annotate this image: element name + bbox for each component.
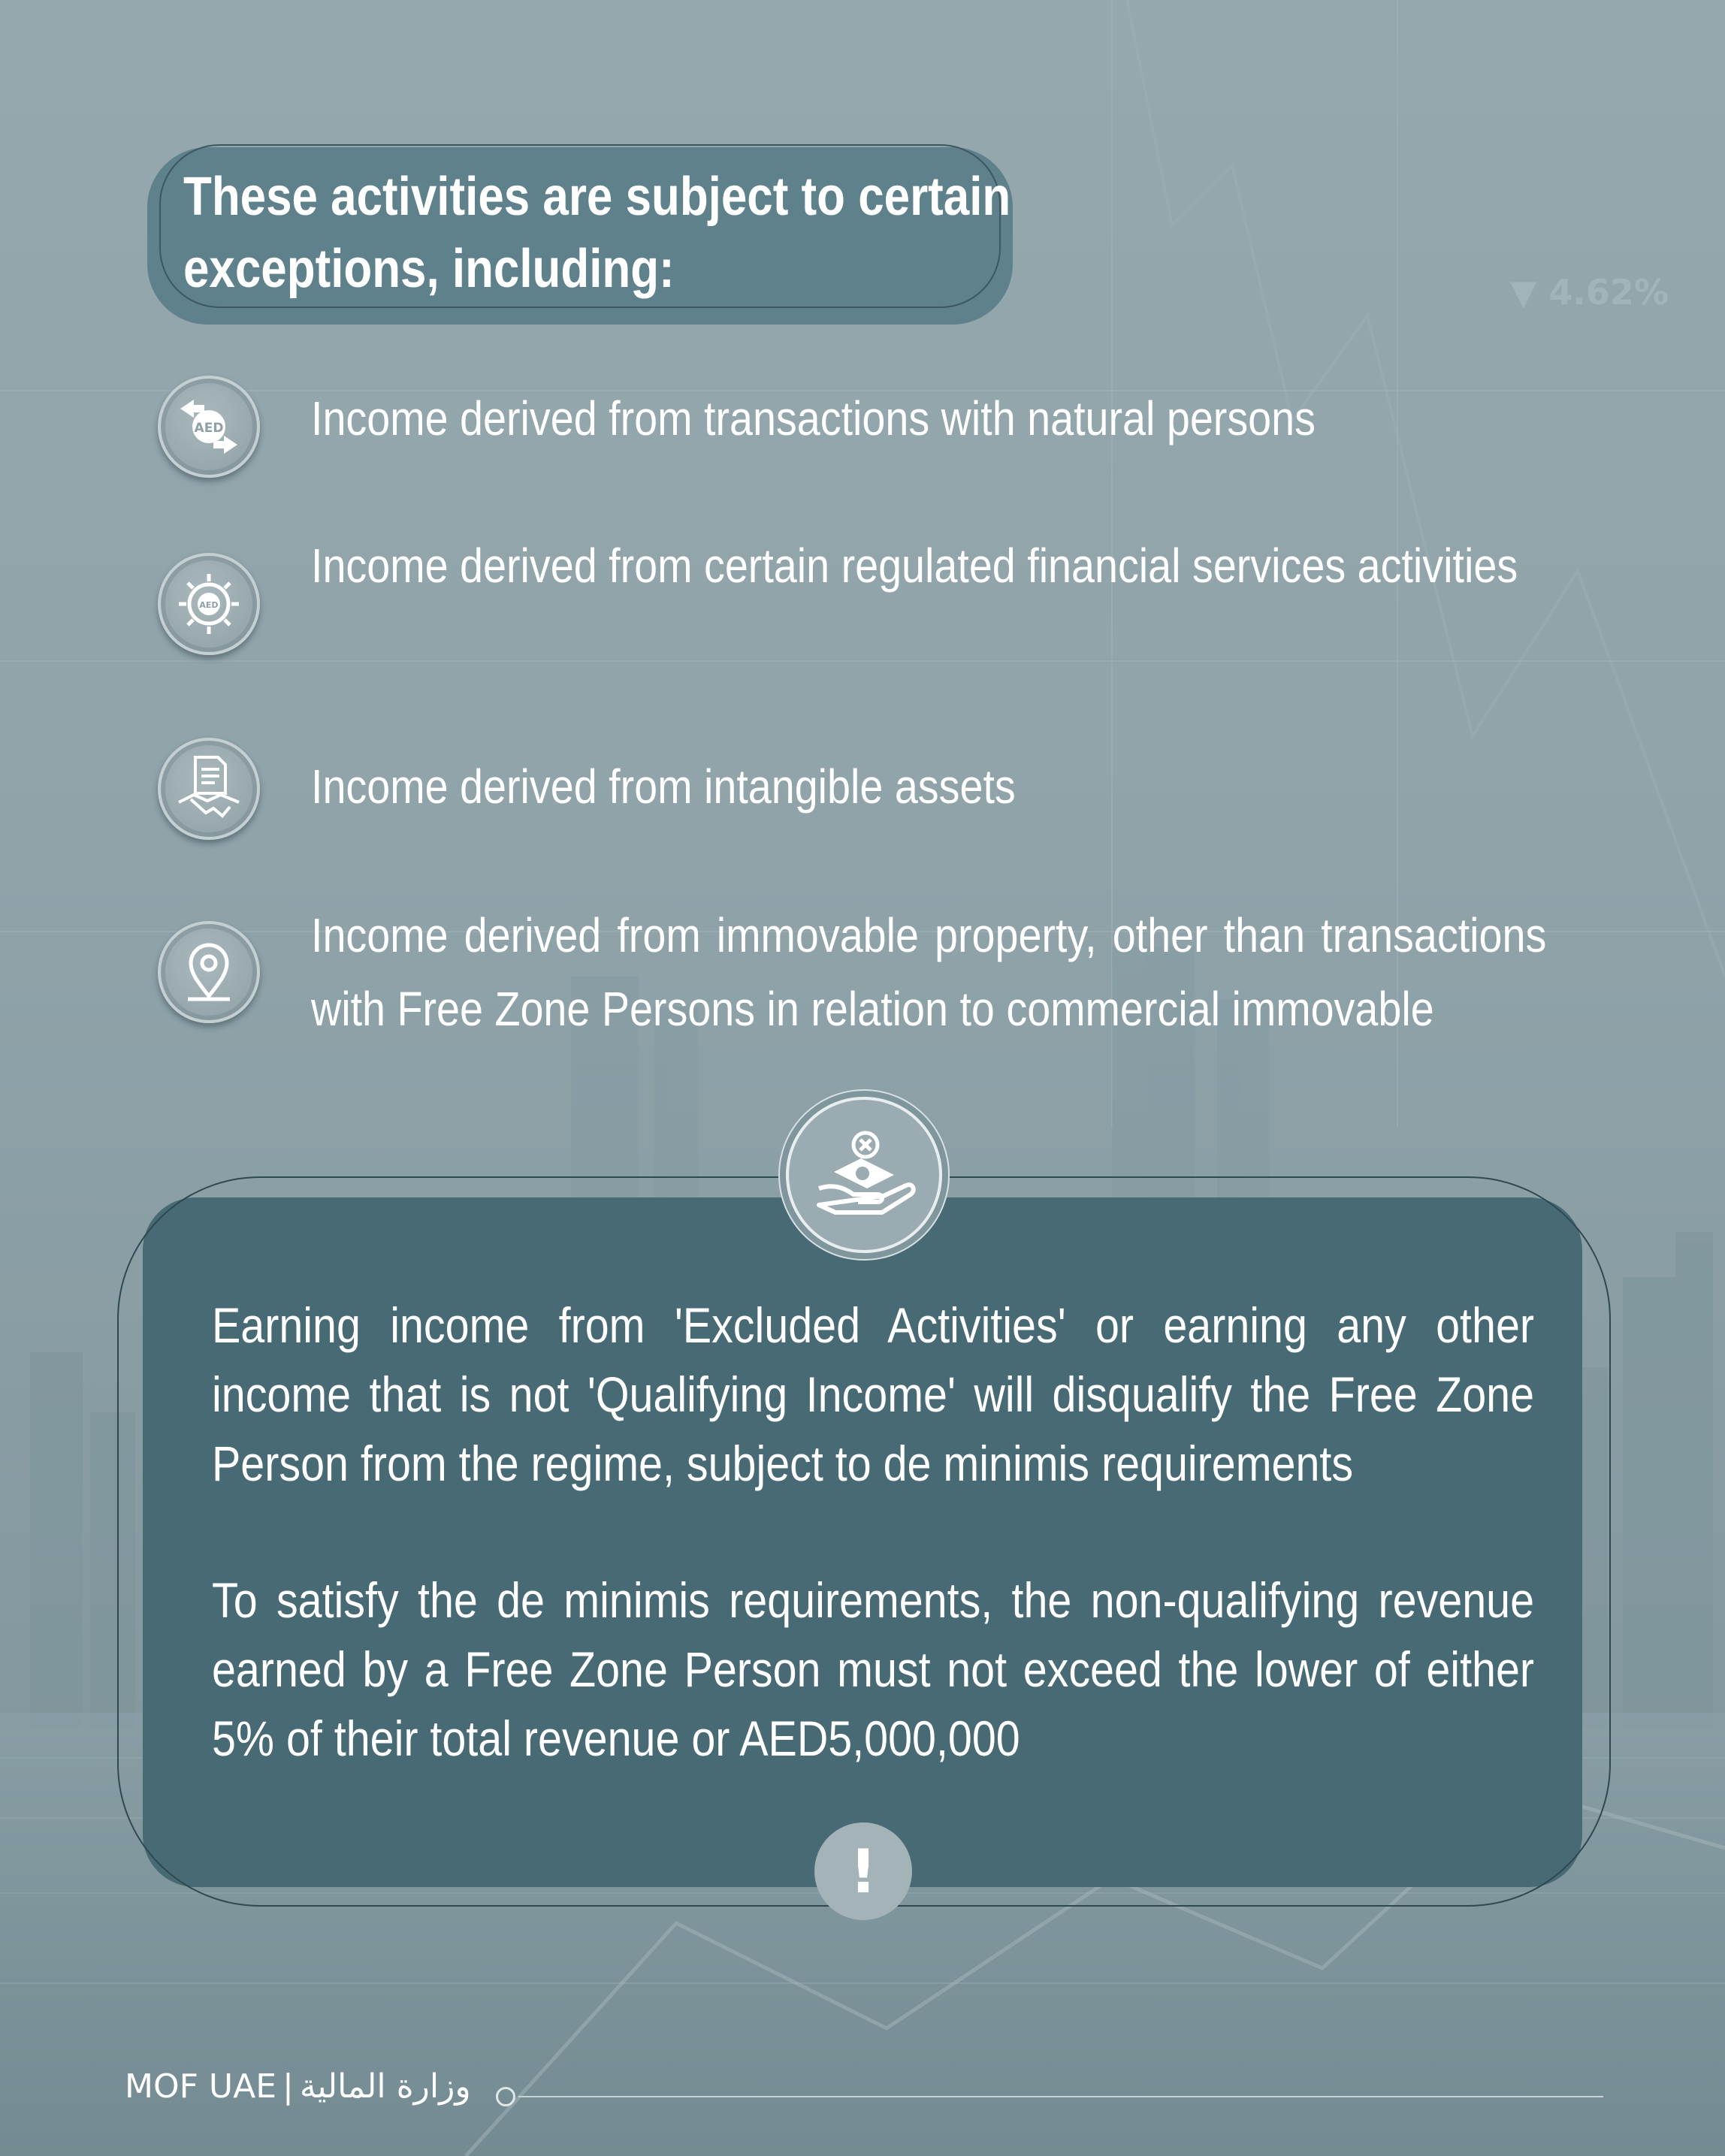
svg-text:AED: AED [199, 600, 219, 610]
money-hand-cancel-icon [786, 1097, 942, 1253]
exception-text: Income derived from certain regulated financial services activities [311, 539, 1518, 593]
location-pin-icon [158, 921, 260, 1023]
footer-brand [125, 2067, 471, 2106]
exception-text: Income derived from intangible assets [311, 759, 1016, 814]
exception-item-2 [311, 529, 1546, 602]
alert-icon: ! [814, 1822, 912, 1920]
panel-paragraph-1: Earning income from 'Excluded Activities' or earning any other income that is not 'Qualifying Income' will disqualify the Free Zone Person from the regime, subject to de minimis requirements [212, 1297, 1535, 1491]
header-title [183, 161, 1011, 305]
header-title-line2: exceptions, including: [183, 239, 675, 299]
aed-gear-icon [158, 553, 260, 655]
info-panel-outline [117, 1176, 1611, 1907]
panel-paragraph-2: To satisfy the de minimis requirements, the non-qualifying revenue earned by a Free Zone Person must not exceed the lower of either 5% of their total revenue or AED5,000,000 [212, 1572, 1535, 1766]
aed-exchange-icon [158, 376, 260, 478]
exception-item-3 [311, 750, 1546, 823]
exception-item-4 [311, 898, 1546, 1046]
footer-separator: | [282, 2067, 294, 2106]
exception-text: Income derived from immovable property, other than transactions with Free Zone Persons in relation to commercial immovable [311, 908, 1547, 1036]
footer-brand-en: MOF UAE [125, 2067, 276, 2106]
footer-divider [518, 2096, 1603, 2097]
background-ticker: ▼ 4.62% [1510, 272, 1669, 313]
document-handshake-icon [158, 738, 260, 840]
footer-dot-icon [496, 2087, 515, 2106]
svg-text:AED: AED [194, 421, 224, 436]
footer-brand-ar: وزارة المالية [299, 2067, 471, 2106]
exception-text: Income derived from transactions with natural persons [311, 391, 1316, 445]
exception-item-1 [311, 382, 1546, 455]
header-title-line1: These activities are subject to certain [183, 167, 1011, 227]
